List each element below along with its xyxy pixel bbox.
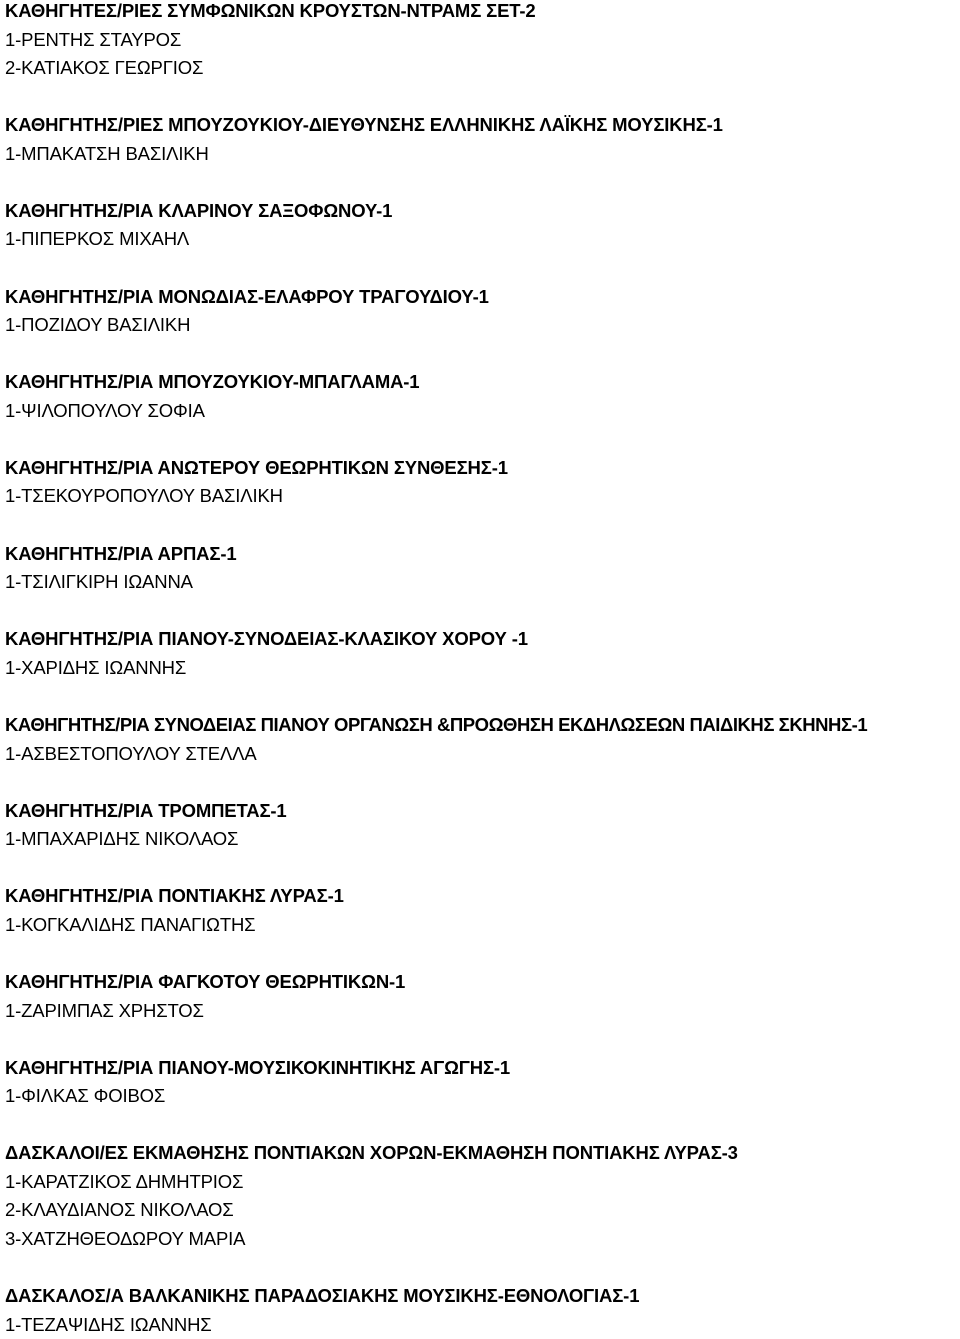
section-trumpet [5, 797, 960, 854]
section-harp [5, 540, 960, 597]
member-name: 1-ΦΙΛΚΑΣ ΦΟΙΒΟΣ [5, 1085, 166, 1107]
section-clarinet-saxophone [5, 197, 960, 254]
section-bouzouki-baglamas [5, 368, 960, 425]
member-name: 1-ΡΕΝΤΗΣ ΣΤΑΥΡΟΣ [5, 28, 182, 50]
section-balkan-music [5, 1282, 960, 1339]
section-piano-ballet [5, 625, 960, 682]
section-singing [5, 283, 960, 340]
section-pontic-dances [5, 1139, 960, 1253]
member-name: 1-ΠΙΠΕΡΚΟΣ ΜΙΧΑΗΛ [5, 228, 190, 250]
section-piano-children-stage [5, 711, 960, 768]
section-heading: ΚΑΘΗΓΗΤΗΣ/ΡΙΑ ΦΑΓΚΟΤΟΥ ΘΕΩΡΗΤΙΚΩΝ-1 [5, 971, 406, 993]
member-name: 1-ΤΕΖΑΨΙΔΗΣ ΙΩΑΝΝΗΣ [5, 1313, 212, 1335]
section-heading: ΚΑΘΗΓΗΤΗΣ/ΡΙΑ ΣΥΝΟΔΕΙΑΣ ΠΙΑΝΟΥ ΟΡΓΑΝΩΣΗ &ΠΡΟΩΘΗΣΗ ΕΚΔΗΛΩΣΕΩΝ ΠΑΙΔΙΚΗΣ ΣΚΗΝΗΣ-1 [5, 714, 868, 735]
section-heading: ΚΑΘΗΓΗΤΗΣ/ΡΙΑ ΑΡΠΑΣ-1 [5, 542, 237, 564]
member-name: 1-ΚΟΓΚΑΛΙΔΗΣ ΠΑΝΑΓΙΩΤΗΣ [5, 913, 256, 935]
section-heading: ΚΑΘΗΓΗΤΗΣ/ΡΙΑ ΠΟΝΤΙΑΚΗΣ ΛΥΡΑΣ-1 [5, 885, 344, 907]
section-bassoon-theory [5, 968, 960, 1025]
member-name: 1-ΤΣΕΚΟΥΡΟΠΟΥΛΟΥ ΒΑΣΙΛΙΚΗ [5, 485, 283, 507]
member-name: 2-ΚΑΤΙΑΚΟΣ ΓΕΩΡΓΙΟΣ [5, 57, 204, 78]
section-heading: ΔΑΣΚΑΛΟΣ/Α ΒΑΛΚΑΝΙΚΗΣ ΠΑΡΑΔΟΣΙΑΚΗΣ ΜΟΥΣΙΚΗΣ-ΕΘΝΟΛΟΓΙΑΣ-1 [5, 1285, 640, 1307]
section-heading: ΚΑΘΗΓΗΤΕΣ/ΡΙΕΣ ΣΥΜΦΩΝΙΚΩΝ ΚΡΟΥΣΤΩΝ-ΝΤΡΑΜΣ ΣΕΤ-2 [5, 0, 536, 21]
member-name: 1-ΧΑΡΙΔΗΣ ΙΩΑΝΝΗΣ [5, 656, 187, 678]
section-heading: ΔΑΣΚΑΛΟΙ/ΕΣ ΕΚΜΑΘΗΣΗΣ ΠΟΝΤΙΑΚΩΝ ΧΟΡΩΝ-ΕΚΜΑΘΗΣΗ ΠΟΝΤΙΑΚΗΣ ΛΥΡΑΣ-3 [5, 1142, 738, 1164]
section-heading: ΚΑΘΗΓΗΤΗΣ/ΡΙΑ ΜΟΝΩΔΙΑΣ-ΕΛΑΦΡΟΥ ΤΡΑΓΟΥΔΙΟΥ-1 [5, 285, 489, 307]
member-name: 1-ΜΠΑΚΑΤΣΗ ΒΑΣΙΛΙΚΗ [5, 142, 209, 164]
section-heading: ΚΑΘΗΓΗΤΗΣ/ΡΙΑ ΜΠΟΥΖΟΥΚΙΟΥ-ΜΠΑΓΛΑΜΑ-1 [5, 371, 420, 393]
section-heading: ΚΑΘΗΓΗΤΗΣ/ΡΙΕΣ ΜΠΟΥΖΟΥΚΙΟΥ-ΔΙΕΥΘΥΝΣΗΣ ΕΛΛΗΝΙΚΗΣ ΛΑΪΚΗΣ ΜΟΥΣΙΚΗΣ-1 [5, 114, 723, 136]
section-piano-movement [5, 1054, 960, 1111]
member-name: 1-ΑΣΒΕΣΤΟΠΟΥΛΟΥ ΣΤΕΛΛΑ [5, 742, 257, 764]
member-name: 3-ΧΑΤΖΗΘΕΟΔΩΡΟΥ ΜΑΡΙΑ [5, 1227, 246, 1249]
section-heading: ΚΑΘΗΓΗΤΗΣ/ΡΙΑ ΠΙΑΝΟΥ-ΜΟΥΣΙΚΟΚΙΝΗΤΙΚΗΣ ΑΓΩΓΗΣ-1 [5, 1056, 511, 1078]
member-name: 1-ΠΟΖΙΔΟΥ ΒΑΣΙΛΙΚΗ [5, 314, 191, 336]
section-heading: ΚΑΘΗΓΗΤΗΣ/ΡΙΑ ΠΙΑΝΟΥ-ΣΥΝΟΔΕΙΑΣ-ΚΛΑΣΙΚΟΥ ΧΟΡΟΥ -1 [5, 628, 528, 650]
section-heading: ΚΑΘΗΓΗΤΗΣ/ΡΙΑ ΑΝΩΤΕΡΟΥ ΘΕΩΡΗΤΙΚΩΝ ΣΥΝΘΕΣΗΣ-1 [5, 456, 508, 478]
member-name: 1-ΚΑΡΑΤΖΙΚΟΣ ΔΗΜΗΤΡΙΟΣ [5, 1170, 244, 1192]
section-theory-composition [5, 454, 960, 511]
member-name: 1-ΜΠΑΧΑΡΙΔΗΣ ΝΙΚΟΛΑΟΣ [5, 828, 239, 850]
member-name: 2-ΚΛΑΥΔΙΑΝΟΣ ΝΙΚΟΛΑΟΣ [5, 1199, 234, 1221]
member-name: 1-ΤΣΙΛΙΓΚΙΡΗ ΙΩΑΝΝΑ [5, 571, 193, 593]
member-name: 1-ΖΑΡΙΜΠΑΣ ΧΡΗΣΤΟΣ [5, 999, 204, 1021]
section-pontic-lyra [5, 882, 960, 939]
section-heading: ΚΑΘΗΓΗΤΗΣ/ΡΙΑ ΤΡΟΜΠΕΤΑΣ-1 [5, 799, 287, 821]
section-heading: ΚΑΘΗΓΗΤΗΣ/ΡΙΑ ΚΛΑΡΙΝΟΥ ΣΑΞΟΦΩΝΟΥ-1 [5, 199, 393, 221]
member-name: 1-ΨΙΛΟΠΟΥΛΟΥ ΣΟΦΙΑ [5, 399, 205, 421]
section-bouzouki-folk-music [5, 111, 960, 168]
section-symphonic-percussion [5, 0, 960, 83]
